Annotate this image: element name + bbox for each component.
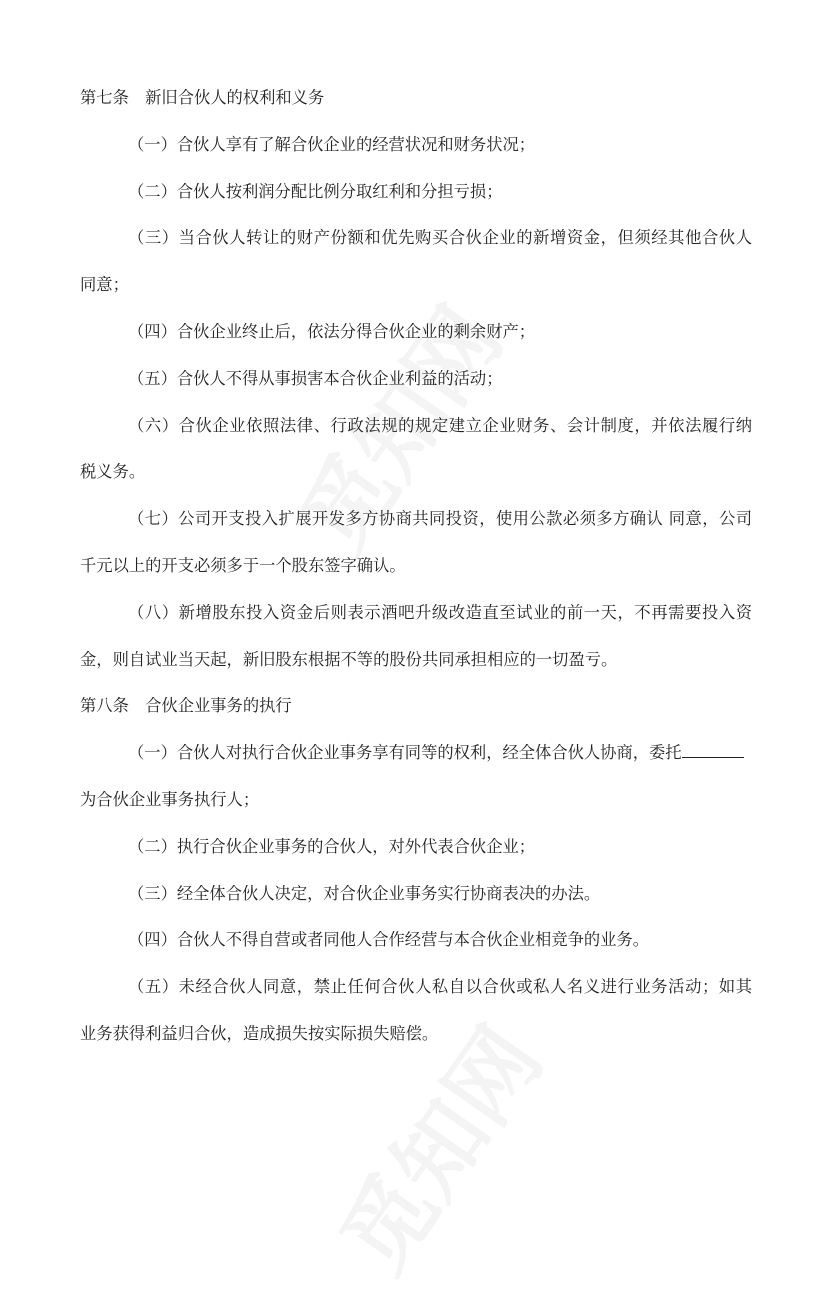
clause-line xyxy=(80,637,752,684)
clause-line xyxy=(80,964,752,1011)
clause-text: （七）公司开支投入扩展开发多方协商共同投资，使用公款必须多方确认 同意，公司 xyxy=(128,509,752,529)
clause-text: （三）当合伙人转让的财产份额和优先购买合伙企业的新增资金，但须经其他合伙人 xyxy=(128,228,752,248)
clause-line xyxy=(80,169,752,216)
clause-line xyxy=(80,403,752,450)
clause-text: 业务获得利益归合伙，造成损失按实际损失赔偿。 xyxy=(80,1023,439,1043)
clause-line xyxy=(80,215,752,262)
clause-line xyxy=(80,1011,752,1058)
clause-text: （四）合伙人不得自营或者同他人合作经营与本合伙企业相竞争的业务。 xyxy=(128,930,650,950)
clause-text: （四）合伙企业终止后，依法分得合伙企业的剩余财产； xyxy=(128,321,536,341)
clause-text: （二）合伙人按利润分配比例分取红利和分担亏损； xyxy=(128,181,503,201)
clause-line xyxy=(80,543,752,590)
clause-text: （一）合伙人对执行合伙企业事务享有同等的权利，经全体合伙人协商，委托 xyxy=(128,743,682,763)
section-heading: 第八条 合伙企业事务的执行 xyxy=(80,696,292,716)
clause-text: （三）经全体合伙人决定，对合伙企业事务实行协商表决的办法。 xyxy=(128,883,601,903)
clause-text: 同意； xyxy=(80,275,129,295)
clause-line xyxy=(80,356,752,403)
fill-in-blank[interactable] xyxy=(682,743,744,758)
clause-line xyxy=(80,777,752,824)
clause-text: （二）执行合伙企业事务的合伙人，对外代表合伙企业； xyxy=(128,836,536,856)
clause-line xyxy=(80,496,752,543)
clause-text: （五）未经合伙人同意，禁止任何合伙人私自以合伙或私人名义进行业务活动；如其 xyxy=(128,977,752,997)
clause-text: 千元以上的开支必须多于一个股东签字确认。 xyxy=(80,555,406,575)
clause-line xyxy=(80,824,752,871)
clause-text: 税义务。 xyxy=(80,462,146,482)
clause-line xyxy=(80,730,752,777)
clause-text: （五）合伙人不得从事损害本合伙企业利益的活动； xyxy=(128,368,503,388)
clause-text: 为合伙企业事务执行人； xyxy=(80,789,260,809)
document-body xyxy=(80,75,752,1058)
clause-text: 金，则自试业当天起，新旧股东根据不等的股份共同承担相应的一切盈亏。 xyxy=(80,649,618,669)
clause-text: （一）合伙人享有了解合伙企业的经营状况和财务状况； xyxy=(128,134,536,154)
clause-line xyxy=(80,122,752,169)
clause-line xyxy=(80,449,752,496)
clause-line xyxy=(80,309,752,356)
clause-line xyxy=(80,590,752,637)
clause-line xyxy=(80,917,752,964)
section-heading: 第七条 新旧合伙人的权利和义务 xyxy=(80,88,325,107)
clause-line xyxy=(80,262,752,309)
clause-line xyxy=(80,871,752,918)
clause-text: （八）新增股东投入资金后则表示酒吧升级改造直至试业的前一天，不再需要投入资 xyxy=(128,602,752,622)
clause-text: （六）合伙企业依照法律、行政法规的规定建立企业财务、会计制度，并依法履行纳 xyxy=(128,415,752,435)
